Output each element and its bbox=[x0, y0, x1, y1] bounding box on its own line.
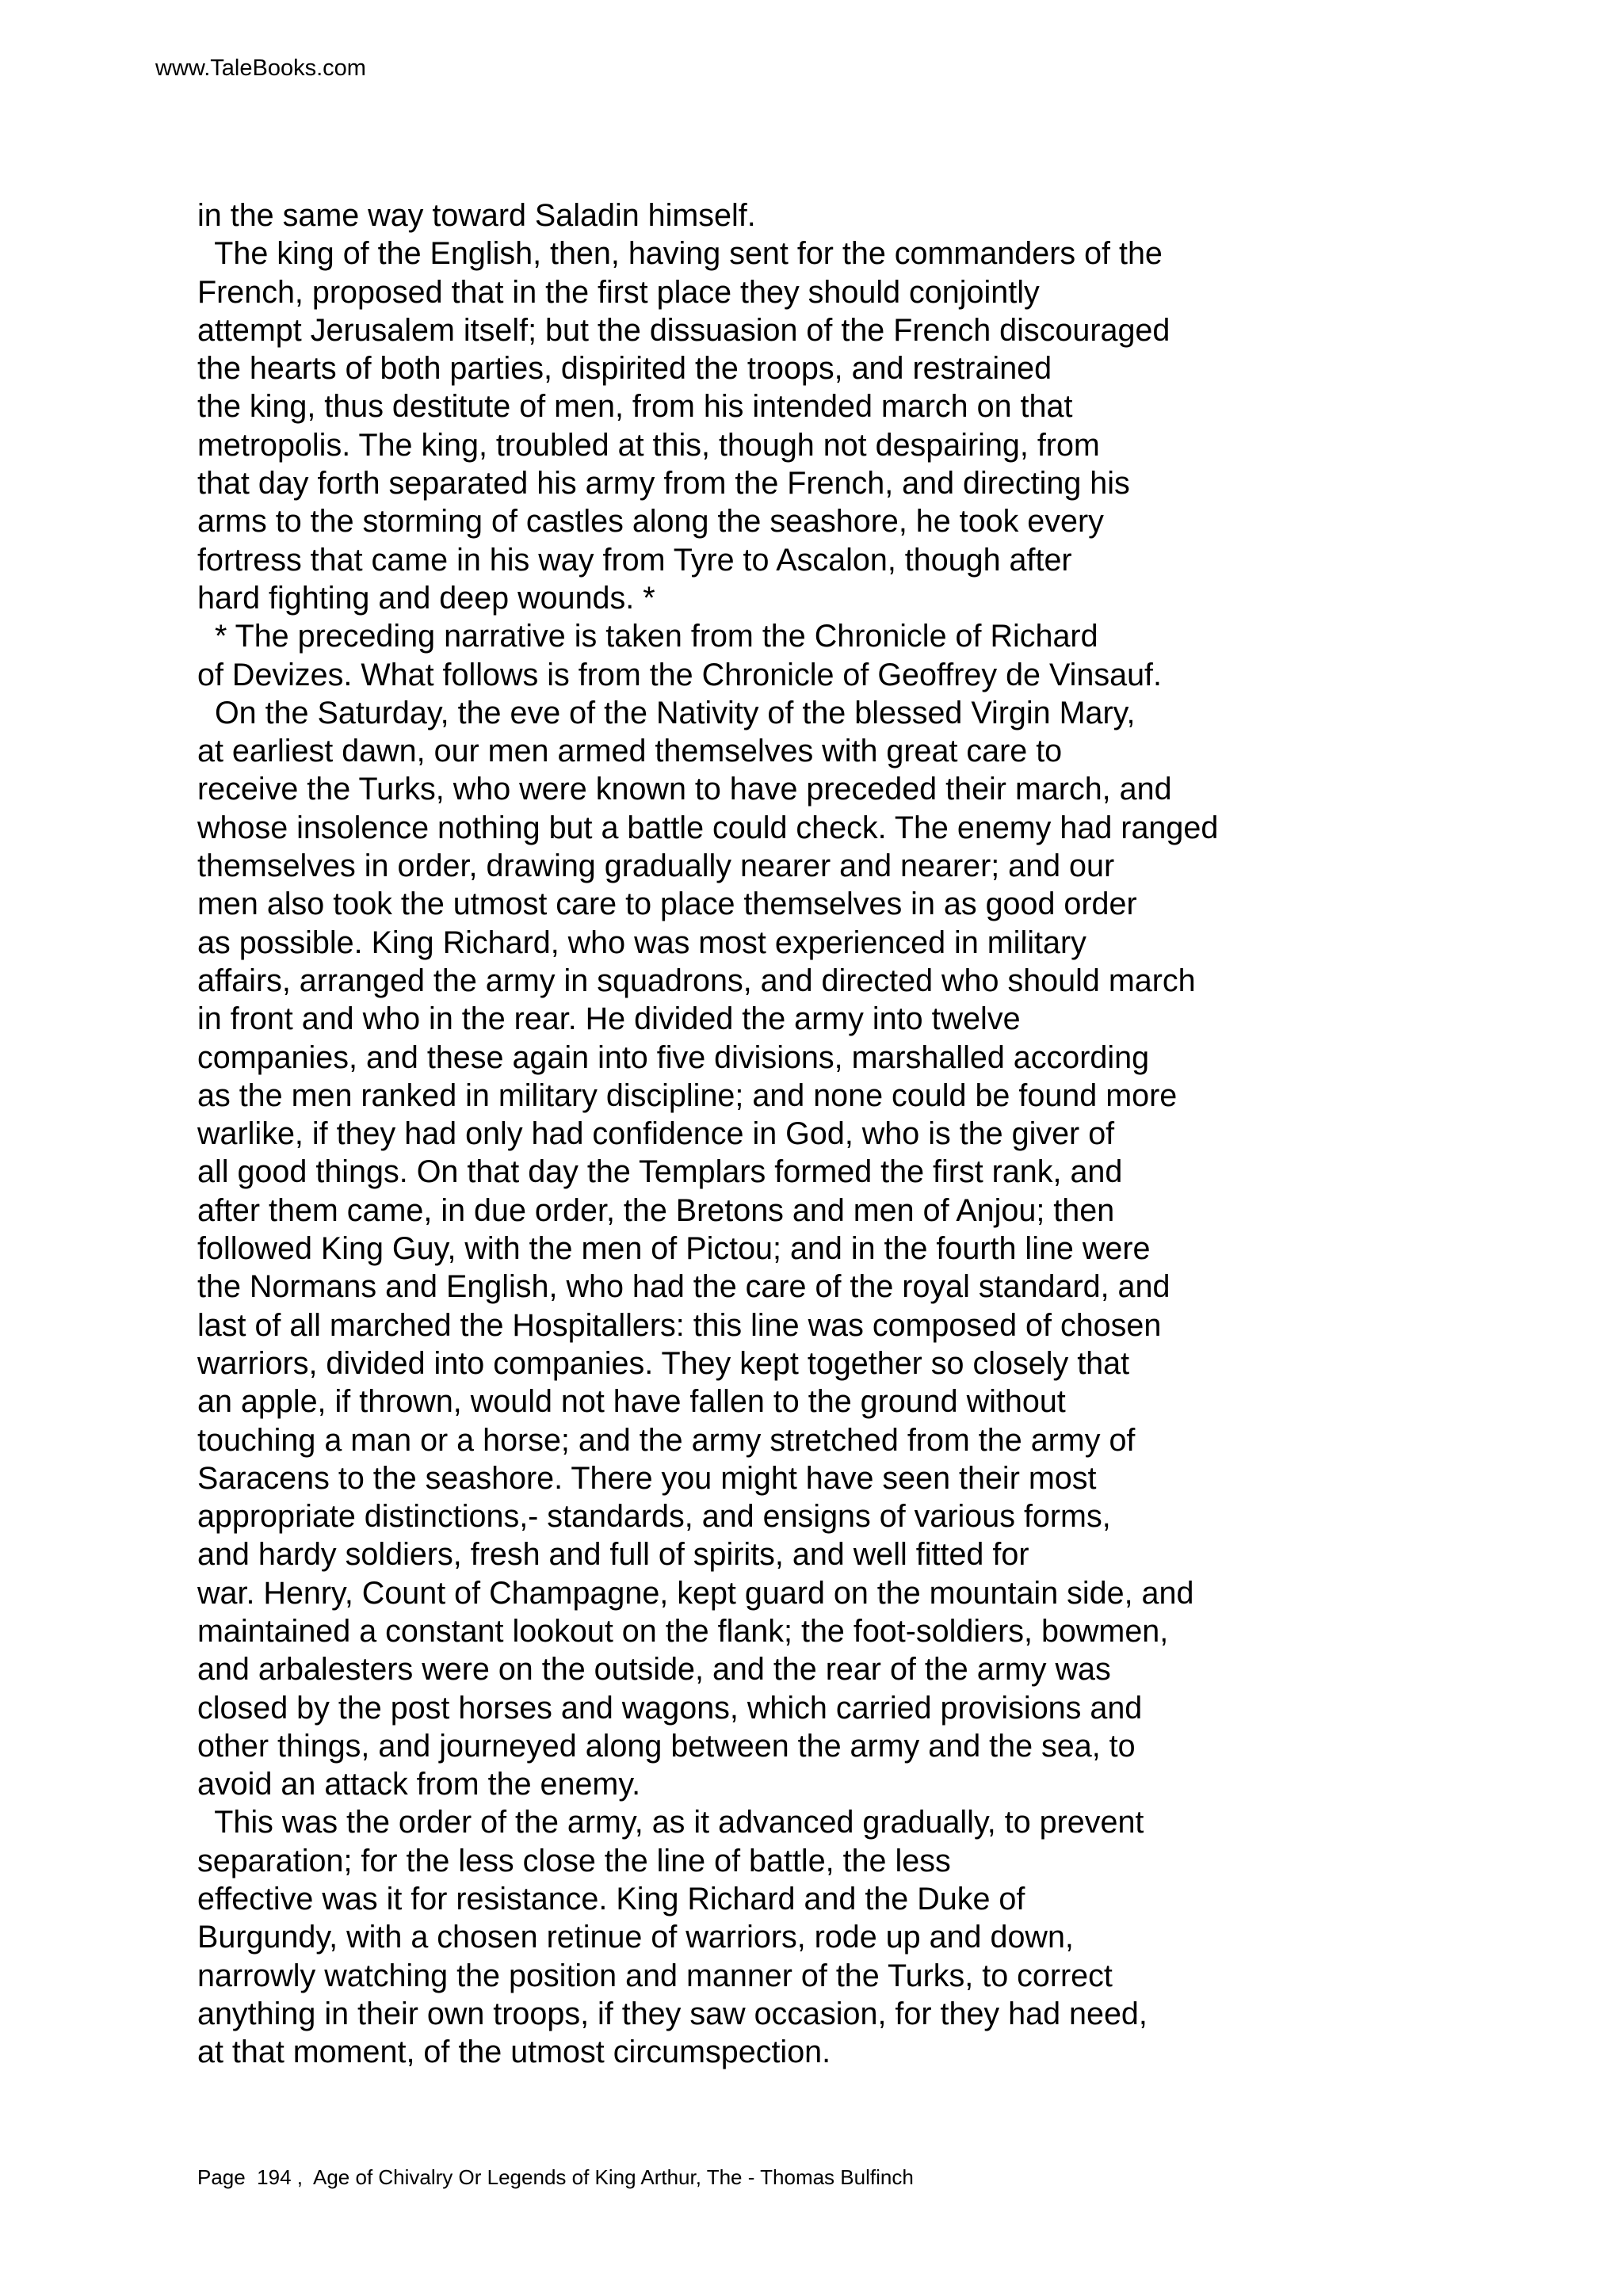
text-line: last of all marched the Hospitallers: this line was composed of chosen bbox=[197, 1307, 1162, 1343]
text-line: and hardy soldiers, fresh and full of spirits, and well fitted for bbox=[197, 1537, 1029, 1573]
text-line: receive the Turks, who were known to have preceded their march, and bbox=[197, 772, 1172, 807]
text-line: the hearts of both parties, dispirited the troops, and restrained bbox=[197, 351, 1052, 387]
text-line: as the men ranked in military discipline; and none could be found more bbox=[197, 1077, 1178, 1113]
text-line: narrowly watching the position and manner of the Turks, to correct bbox=[197, 1958, 1113, 1993]
text-line: anything in their own troops, if they saw occasion, for they had need, bbox=[197, 1996, 1148, 2031]
text-line: whose insolence nothing but a battle could check. The enemy had ranged bbox=[197, 810, 1219, 845]
text-line: This was the order of the army, as it advanced gradually, to prevent bbox=[197, 1805, 1144, 1840]
page-body-text bbox=[197, 196, 1545, 2072]
text-line: attempt Jerusalem itself; but the dissuasion of the French discouraged bbox=[197, 312, 1170, 348]
text-line: other things, and journeyed along between the army and the sea, to bbox=[197, 1728, 1136, 1764]
text-line: separation; for the less close the line of battle, the less bbox=[197, 1843, 951, 1878]
text-line: maintained a constant lookout on the flank; the foot-soldiers, bowmen, bbox=[197, 1613, 1169, 1649]
text-line: at that moment, of the utmost circumspection. bbox=[197, 2035, 831, 2070]
text-line: warriors, divided into companies. They kept together so closely that bbox=[197, 1345, 1130, 1381]
text-line: hard fighting and deep wounds. * bbox=[197, 580, 655, 616]
text-line: arms to the storming of castles along the seashore, he took every bbox=[197, 504, 1104, 540]
text-line: in front and who in the rear. He divided the army into twelve bbox=[197, 1001, 1021, 1037]
text-line: the Normans and English, who had the care of the royal standard, and bbox=[197, 1269, 1170, 1305]
text-line: closed by the post horses and wagons, which carried provisions and bbox=[197, 1690, 1143, 1726]
text-line: after them came, in due order, the Bretons and men of Anjou; then bbox=[197, 1192, 1115, 1228]
text-line: warlike, if they had only had confidence in God, who is the giver of bbox=[197, 1116, 1115, 1152]
page-footer: Page 194 , Age of Chivalry Or Legends of King Arthur, The - Thomas Bulfinch bbox=[197, 2165, 914, 2189]
text-line: the king, thus destitute of men, from his intended march on that bbox=[197, 389, 1073, 425]
text-line: Burgundy, with a chosen retinue of warriors, rode up and down, bbox=[197, 1920, 1074, 1955]
text-line: metropolis. The king, troubled at this, though not despairing, from bbox=[197, 427, 1100, 463]
text-line: followed King Guy, with the men of Pictou; and in the fourth line were bbox=[197, 1231, 1151, 1267]
text-line: * The preceding narrative is taken from the Chronicle of Richard bbox=[197, 619, 1098, 654]
text-line: that day forth separated his army from the French, and directing his bbox=[197, 466, 1130, 502]
text-line: The king of the English, then, having sent for the commanders of the bbox=[197, 236, 1163, 272]
site-url-header: www.TaleBooks.com bbox=[155, 55, 366, 81]
text-line: touching a man or a horse; and the army stretched from the army of bbox=[197, 1422, 1136, 1458]
text-line: appropriate distinctions,- standards, and ensigns of various forms, bbox=[197, 1499, 1111, 1535]
text-line: at earliest dawn, our men armed themselves with great care to bbox=[197, 734, 1063, 769]
text-line: affairs, arranged the army in squadrons, and directed who should march bbox=[197, 963, 1196, 998]
text-line: companies, and these again into five divisions, marshalled according bbox=[197, 1039, 1150, 1075]
text-line: of Devizes. What follows is from the Chronicle of Geoffrey de Vinsauf. bbox=[197, 657, 1162, 692]
text-line: effective was it for resistance. King Richard and the Duke of bbox=[197, 1882, 1025, 1917]
text-line: war. Henry, Count of Champagne, kept guard on the mountain side, and bbox=[197, 1575, 1194, 1611]
text-line: as possible. King Richard, who was most experienced in military bbox=[197, 925, 1086, 960]
text-line: all good things. On that day the Templars formed the first rank, and bbox=[197, 1154, 1123, 1190]
text-line: in the same way toward Saladin himself. bbox=[197, 198, 756, 233]
text-line: Saracens to the seashore. There you might have seen their most bbox=[197, 1460, 1097, 1496]
text-line: men also took the utmost care to place themselves in as good order bbox=[197, 887, 1137, 922]
text-line: French, proposed that in the first place they should conjointly bbox=[197, 274, 1040, 310]
text-line: fortress that came in his way from Tyre to Ascalon, though after bbox=[197, 542, 1072, 578]
text-line: an apple, if thrown, would not have fallen to the ground without bbox=[197, 1384, 1066, 1420]
text-line: On the Saturday, the eve of the Nativity of the blessed Virgin Mary, bbox=[197, 695, 1136, 730]
text-line: avoid an attack from the enemy. bbox=[197, 1767, 641, 1802]
text-line: and arbalesters were on the outside, and the rear of the army was bbox=[197, 1652, 1111, 1688]
text-line: themselves in order, drawing gradually nearer and nearer; and our bbox=[197, 849, 1115, 884]
